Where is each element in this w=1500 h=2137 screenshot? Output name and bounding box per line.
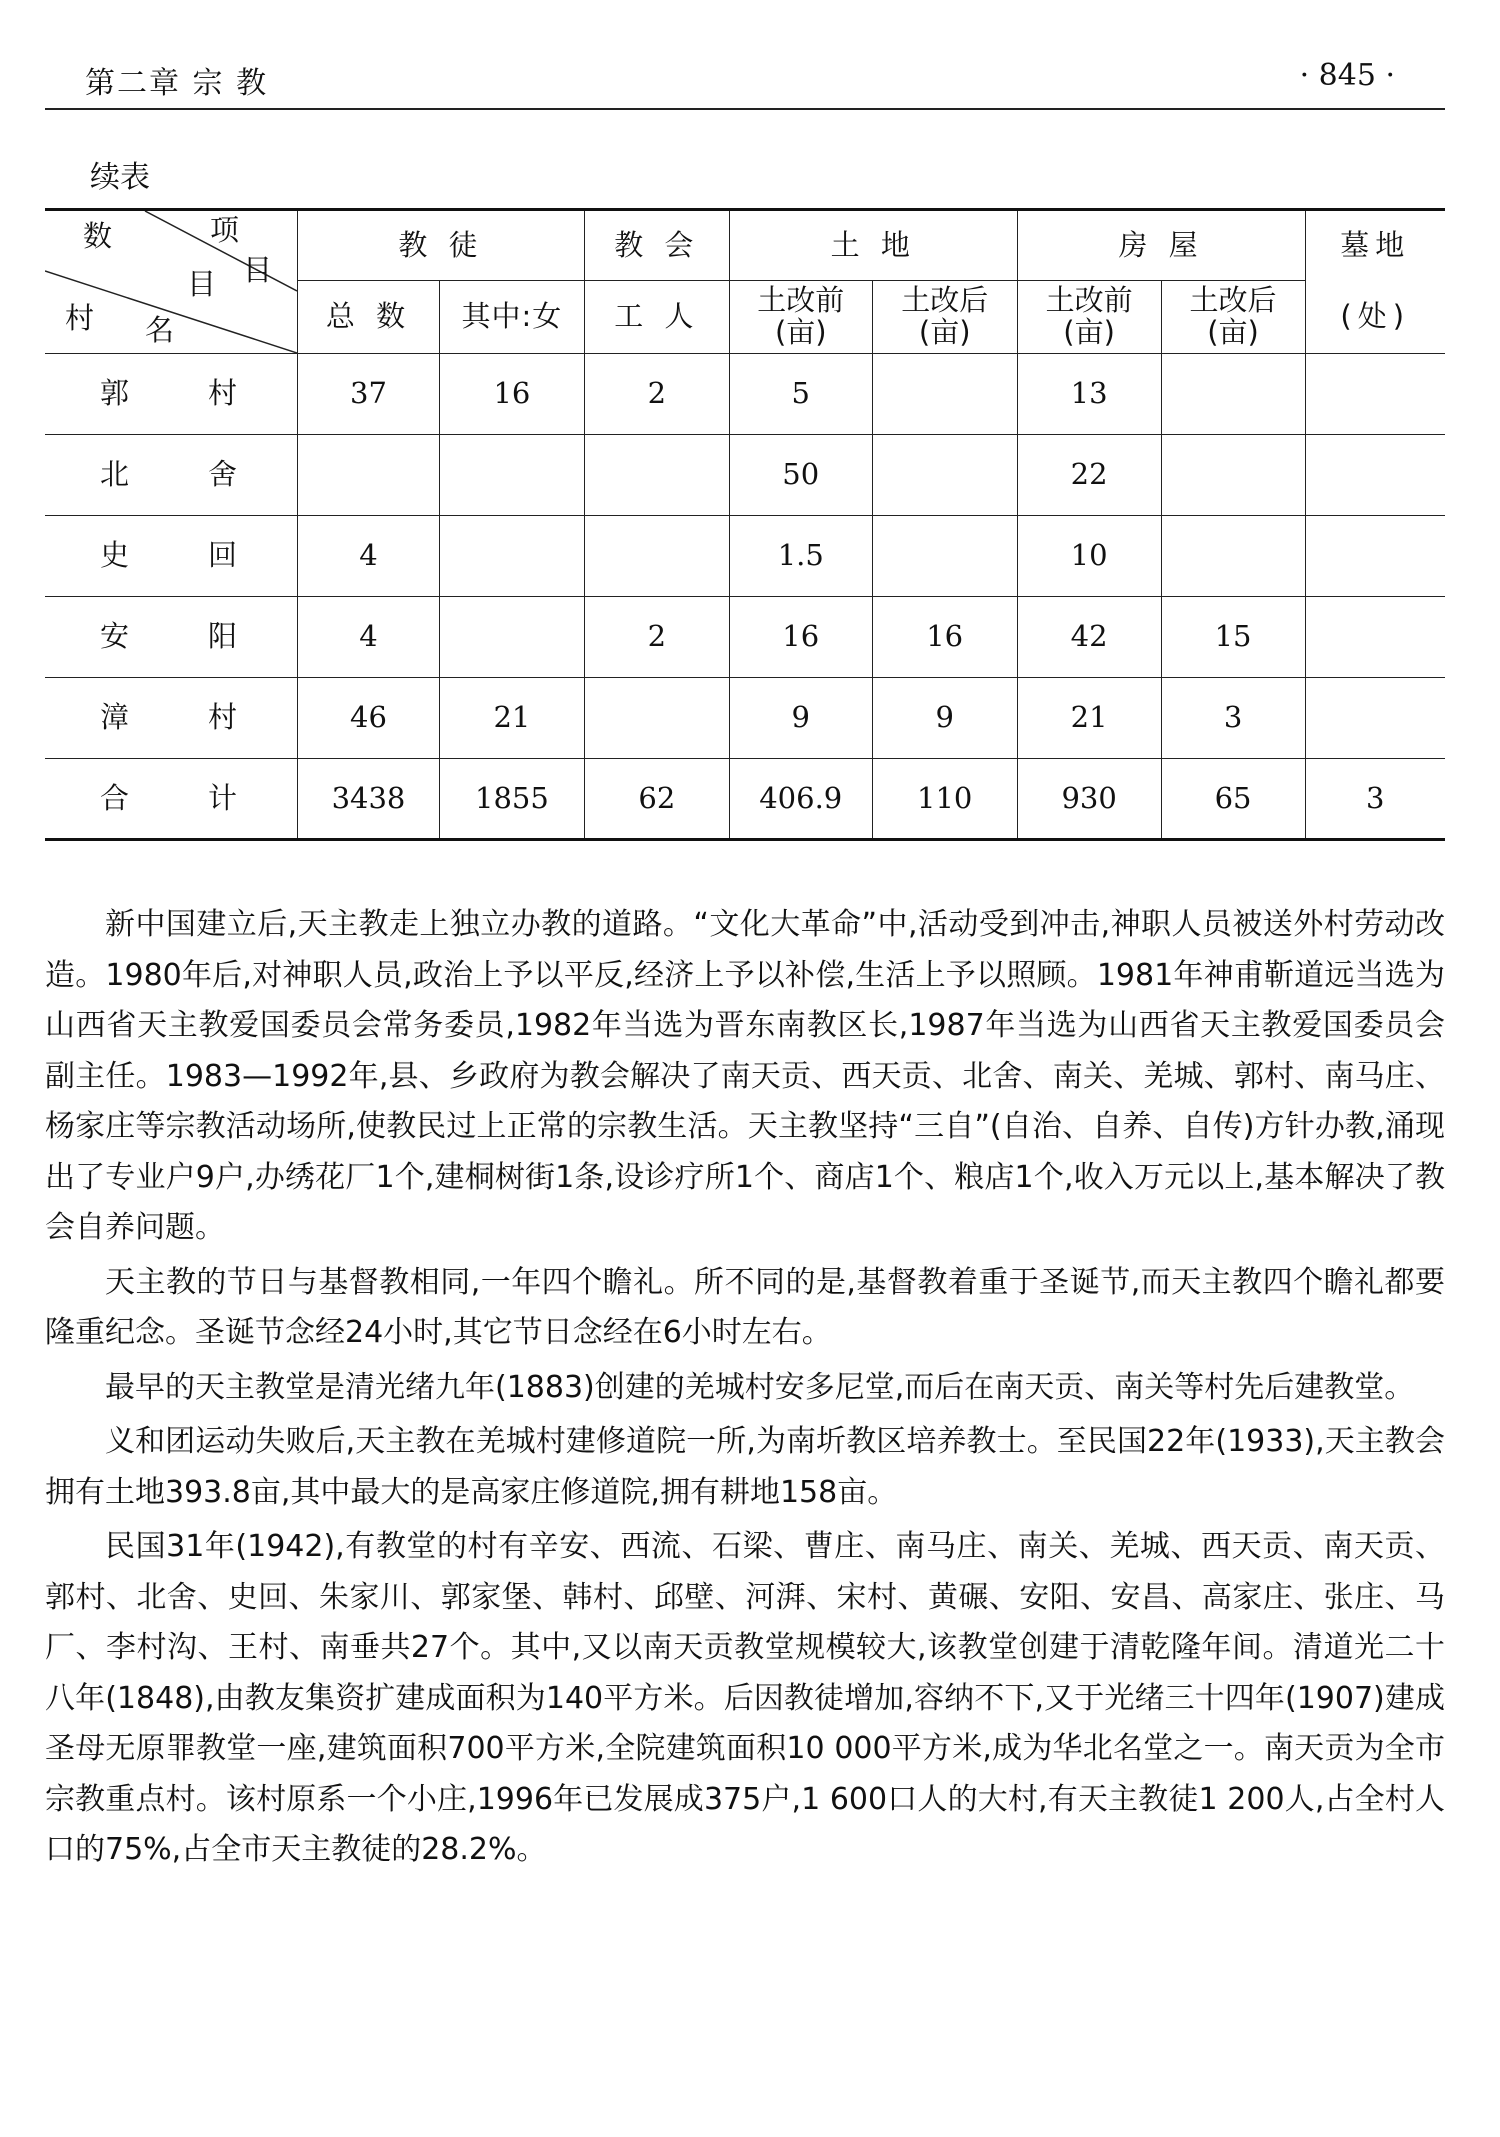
corner-label-mu2: 目 xyxy=(243,253,273,287)
corner-label-mu: 目 xyxy=(187,267,217,301)
corner-label-cun: 村 xyxy=(65,301,95,335)
village-name-cell xyxy=(45,516,298,597)
table-cell: 16 xyxy=(872,597,1017,678)
chapter-title: 第二章 宗 教 xyxy=(85,66,269,101)
paragraph: 民国31年(1942),有教堂的村有辛安、西流、石梁、曹庄、南马庄、南关、羌城、西天贡、南天贡、郭村、北舍、史回、朱家川、郭家堡、韩村、邱壁、河湃、宋村、黄碾、安阳、安昌、高家庄、张庄、马厂、李村沟、王村、南垂共27个。其中,又以南天贡教堂规模较大,该教堂创建于清乾隆年间。清道光二十八年(1848),由教友集资扩建成面积为140平方米。后因教徒增加,容纳不下,又于光绪三十四年(1907)建成圣母无原罪教堂一座,建筑面积700平方米,全院建筑面积10 000平方米,成为华北名堂之一。南天贡为全市宗教重点村。该村原系一个小庄,1996年已发展成375户,1 600口人的大村,有天主教徒1 200人,占全村人口的75%,占全市天主教徒的28.2%。 xyxy=(45,1529,1445,1867)
table-cell xyxy=(584,435,729,516)
table-cell: 42 xyxy=(1017,597,1161,678)
table-cell xyxy=(584,678,729,759)
table-cell: 65 xyxy=(1161,759,1305,840)
group-header-houses: 房 屋 xyxy=(1017,210,1305,281)
table-cell xyxy=(1305,678,1445,759)
village-name-char: 村 xyxy=(207,700,237,735)
table-row xyxy=(45,516,1445,597)
table-cell: 2 xyxy=(584,354,729,435)
group-header-cemetery: 墓地 xyxy=(1305,210,1445,281)
table-cell: 2 xyxy=(584,597,729,678)
table-cell: 16 xyxy=(439,354,584,435)
statistics-table xyxy=(45,208,1445,841)
table-cell xyxy=(872,435,1017,516)
table-cell: 13 xyxy=(1017,354,1161,435)
continued-label: 续表 xyxy=(90,160,150,195)
paragraph: 天主教的节日与基督教相同,一年四个瞻礼。所不同的是,基督教着重于圣诞节,而天主教四个瞻礼都要隆重纪念。圣诞节念经24小时,其它节日念经在6小时左右。 xyxy=(45,1264,1445,1350)
table-cell xyxy=(1161,516,1305,597)
table-cell: 4 xyxy=(298,516,440,597)
table-cell: 21 xyxy=(439,678,584,759)
table-cell: 9 xyxy=(872,678,1017,759)
table-row xyxy=(45,678,1445,759)
subheader-female: 其中:女 xyxy=(439,280,584,353)
table-cell xyxy=(872,516,1017,597)
table-cell: 3 xyxy=(1161,678,1305,759)
page-header xyxy=(45,58,1445,110)
table-cell: 21 xyxy=(1017,678,1161,759)
subheader-house-before: 土改前 (亩) xyxy=(1017,280,1161,353)
subheader-land-before: 土改前 (亩) xyxy=(729,280,872,353)
group-header-church: 教 会 xyxy=(584,210,729,281)
table-cell: 4 xyxy=(298,597,440,678)
table-cell xyxy=(439,435,584,516)
table-cell xyxy=(439,516,584,597)
village-name-char: 阳 xyxy=(207,619,237,654)
village-name-char: 北 xyxy=(100,457,130,492)
table-cell xyxy=(1161,435,1305,516)
corner-label-ming: 名 xyxy=(145,313,175,347)
table-cell: 15 xyxy=(1161,597,1305,678)
table-cell: 1.5 xyxy=(729,516,872,597)
village-name-char: 计 xyxy=(207,780,237,815)
village-name-char: 合 xyxy=(100,780,130,815)
table-cell xyxy=(1305,516,1445,597)
table-corner-header xyxy=(45,210,298,354)
corner-label-shu: 数 xyxy=(83,219,113,253)
table-cell: 46 xyxy=(298,678,440,759)
village-name-char: 舍 xyxy=(207,457,237,492)
page-number: · 845 · xyxy=(1299,58,1395,93)
table-cell xyxy=(1305,597,1445,678)
table-row xyxy=(45,759,1445,840)
table-cell: 110 xyxy=(872,759,1017,840)
table-cell: 62 xyxy=(584,759,729,840)
table-cell: 50 xyxy=(729,435,872,516)
paragraph: 新中国建立后,天主教走上独立办教的道路。“文化大革命”中,活动受到冲击,神职人员被送外村劳动改造。1980年后,对神职人员,政治上予以平反,经济上予以补偿,生活上予以照顾。1981年神甫靳道远当选为山西省天主教爱国委员会常务委员,1982年当选为晋东南教区长,1987年当选为山西省天主教爱国委员会副主任。1983—1992年,县、乡政府为教会解决了南天贡、西天贡、北舍、南关、羌城、郭村、南马庄、杨家庄等宗教活动场所,使教民过上正常的宗教生活。天主教坚持“三自”(自治、自养、自传)方针办教,涌现出了专业户9户,办绣花厂1个,建桐树街1条,设诊疗所1个、商店1个、粮店1个,收入万元以上,基本解决了教会自养问题。 xyxy=(45,907,1445,1245)
table-cell xyxy=(872,354,1017,435)
table-cell: 406.9 xyxy=(729,759,872,840)
group-header-land: 土 地 xyxy=(729,210,1017,281)
subheader-cemetery-unit: (处) xyxy=(1305,280,1445,353)
subheader-house-after: 土改后 (亩) xyxy=(1161,280,1305,353)
table-cell xyxy=(1305,354,1445,435)
table-row xyxy=(45,435,1445,516)
table-cell: 3 xyxy=(1305,759,1445,840)
table-cell xyxy=(439,597,584,678)
village-name-cell xyxy=(45,678,298,759)
body-text xyxy=(45,900,1445,1880)
table-cell xyxy=(1305,435,1445,516)
table-cell: 10 xyxy=(1017,516,1161,597)
paragraph: 最早的天主教堂是清光绪九年(1883)创建的羌城村安多尼堂,而后在南天贡、南关等村先后建教堂。 xyxy=(105,1369,1415,1405)
table-cell: 16 xyxy=(729,597,872,678)
subheader-total: 总 数 xyxy=(298,280,440,353)
table-cell xyxy=(1161,354,1305,435)
village-name-char: 史 xyxy=(100,538,130,573)
table-cell: 3438 xyxy=(298,759,440,840)
table-cell xyxy=(584,516,729,597)
village-name-cell xyxy=(45,597,298,678)
subheader-land-after: 土改后 (亩) xyxy=(872,280,1017,353)
paragraph: 义和团运动失败后,天主教在羌城村建修道院一所,为南圻教区培养教士。至民国22年(1933),天主教会拥有土地393.8亩,其中最大的是高家庄修道院,拥有耕地158亩。 xyxy=(45,1424,1445,1510)
table-cell: 5 xyxy=(729,354,872,435)
village-name-char: 漳 xyxy=(100,700,130,735)
table-cell: 930 xyxy=(1017,759,1161,840)
village-name-char: 郭 xyxy=(100,376,130,411)
subheader-workers: 工 人 xyxy=(584,280,729,353)
village-name-char: 安 xyxy=(100,619,130,654)
table-cell: 9 xyxy=(729,678,872,759)
table-row xyxy=(45,597,1445,678)
table-cell xyxy=(298,435,440,516)
village-name-char: 回 xyxy=(207,538,237,573)
group-header-believers: 教 徒 xyxy=(298,210,585,281)
corner-label-xiang: 项 xyxy=(210,213,240,247)
village-name-cell xyxy=(45,759,298,840)
table-cell: 37 xyxy=(298,354,440,435)
table-cell: 22 xyxy=(1017,435,1161,516)
table-row xyxy=(45,354,1445,435)
village-name-cell xyxy=(45,354,298,435)
table-cell: 1855 xyxy=(439,759,584,840)
village-name-char: 村 xyxy=(207,376,237,411)
village-name-cell xyxy=(45,435,298,516)
